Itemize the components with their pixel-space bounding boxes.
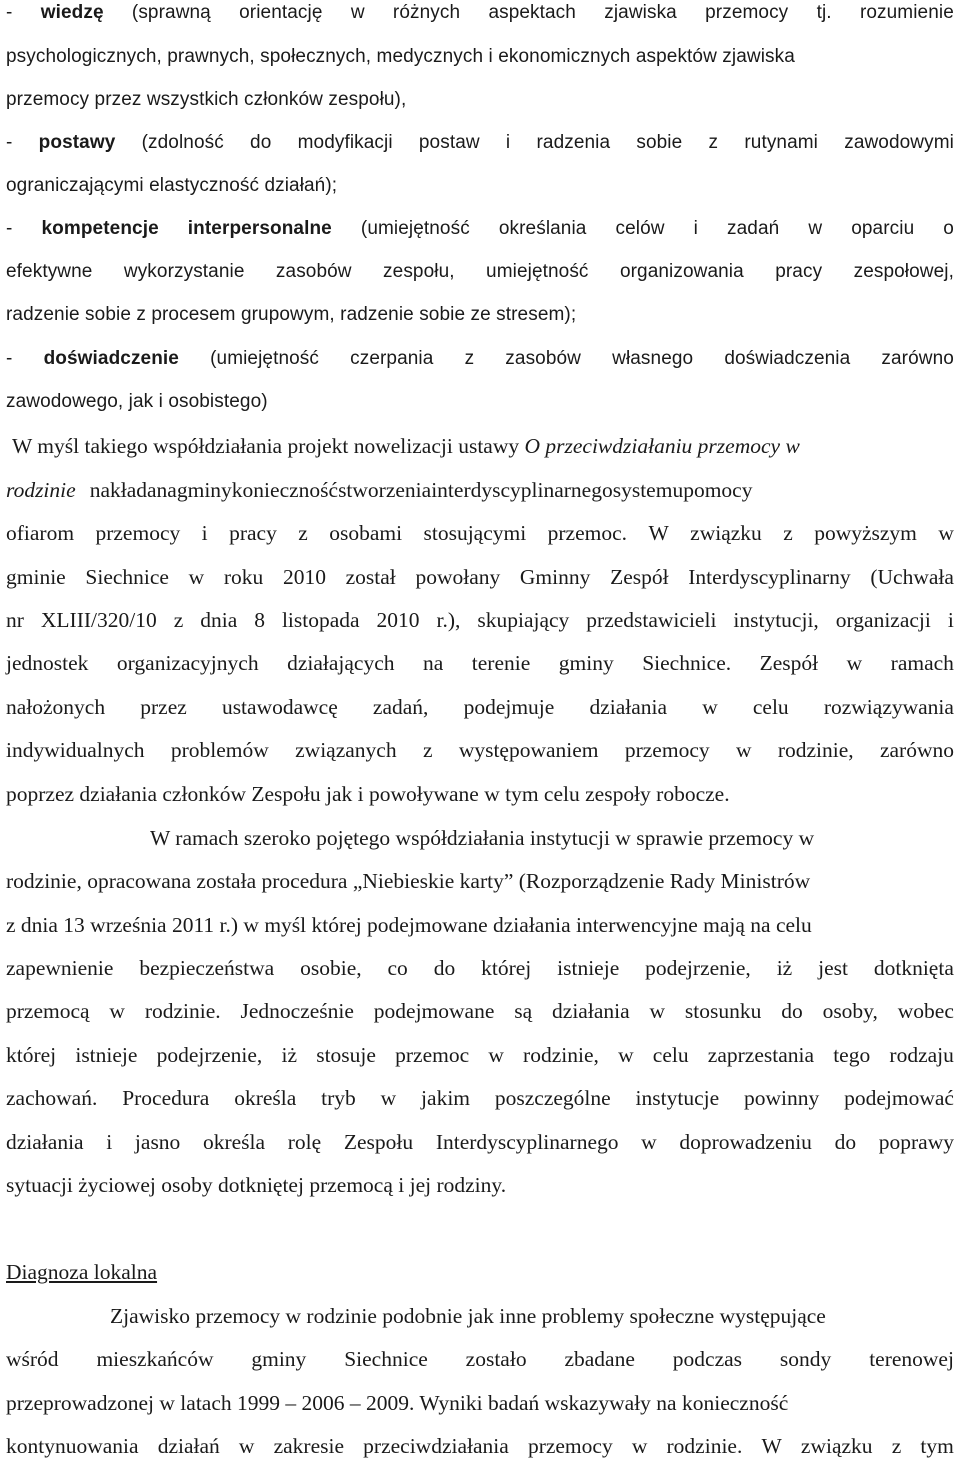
word: zachowań. (6, 1086, 98, 1110)
word: w (109, 999, 125, 1023)
word: rodzinie, (523, 1043, 599, 1067)
word: iż (281, 1043, 298, 1067)
word: tryb (321, 1086, 356, 1110)
word: różnych (392, 2, 461, 23)
para1-line-1 (12, 433, 954, 459)
word: zespołowej, (853, 261, 954, 282)
word: terenowej (869, 1347, 954, 1371)
word: przemocą (6, 999, 90, 1023)
para2-line-4 (6, 955, 954, 981)
para3-line-3: przeprowadzonej w latach 1999 – 2006 – 2009. Wyniki badań wskazywały na konieczność (6, 1391, 789, 1415)
word: rutynami (744, 132, 818, 153)
word: interdyscyplinarnego (431, 478, 613, 502)
word: indywidualnych (6, 738, 145, 762)
para1-line-2-rest (90, 477, 954, 503)
para1-line-7 (6, 694, 954, 720)
para2-line-1-text: W ramach szeroko pojętego współdziałania instytucji w sprawie przemocy w (150, 826, 815, 850)
word: - (6, 2, 13, 23)
word: stosunku (684, 999, 762, 1023)
word: czerpania (350, 348, 434, 369)
word: systemu (612, 478, 684, 502)
word: 8 (254, 608, 265, 632)
word: gminie (6, 565, 66, 589)
word: z (464, 348, 475, 369)
word: organizacyjnych (116, 651, 259, 675)
word: w (380, 1086, 397, 1110)
word: zawodowymi (844, 132, 954, 153)
word: zasobów (505, 348, 581, 369)
para3-line-4 (6, 1433, 954, 1459)
word: W (648, 521, 669, 545)
word: której (481, 956, 532, 980)
word: Zespołu (343, 1130, 414, 1154)
word: celu (752, 695, 789, 719)
para2-line-6 (6, 1042, 954, 1068)
word: instytucji, (733, 608, 819, 632)
word: jakim (421, 1086, 471, 1110)
word: sondy (779, 1347, 832, 1371)
word: w (350, 2, 365, 23)
word: związku (800, 1434, 873, 1458)
word: powinny (744, 1086, 820, 1110)
word: skupiający (477, 608, 570, 632)
word: został (345, 565, 396, 589)
para1-line-2 (6, 477, 954, 503)
word: istnieje (75, 1043, 138, 1067)
word: przemoc. (547, 521, 628, 545)
word: Siechnice (85, 565, 169, 589)
word: Jednocześnie (240, 999, 354, 1023)
word: zadań, (372, 695, 429, 719)
word: działających (287, 651, 395, 675)
word: w (641, 1130, 657, 1154)
para2-line-2: rodzinie, opracowana została procedura „Niebieskie karty” (Rozporządzenie Rady Ministrów (6, 869, 811, 893)
word: w (238, 1434, 255, 1458)
word: i (693, 218, 698, 239)
word: i (106, 1130, 113, 1154)
word: radzenia (536, 132, 611, 153)
word: celów (615, 218, 665, 239)
word: zarówno (879, 738, 954, 762)
word: przemocy (705, 2, 789, 23)
list-item-kompetencje-line-1 (6, 216, 954, 242)
word: o (943, 218, 954, 239)
word: Siechnice. (642, 651, 732, 675)
word: zostało (465, 1347, 527, 1371)
section-heading: Diagnoza lokalna (6, 1260, 158, 1284)
word: istnieje (557, 956, 620, 980)
para1-line-9: poprzez działania członków Zespołu jak i powoływane w tym celu zespoły robocze. (6, 782, 730, 806)
word: określa (234, 1086, 297, 1110)
word: - (6, 348, 13, 369)
word: podejmować (844, 1086, 954, 1110)
word: jasno (134, 1130, 181, 1154)
word: osoby, (822, 999, 878, 1023)
word: listopada (281, 608, 360, 632)
word: określa (202, 1130, 266, 1154)
word: nałożonych (6, 695, 106, 719)
list-item-wiedza-line-1 (6, 0, 954, 26)
word: jednostek (6, 651, 89, 675)
word: roku (223, 565, 264, 589)
word: zarówno (881, 348, 954, 369)
word: postaw (418, 132, 480, 153)
word: z (708, 132, 719, 153)
word: w (702, 695, 718, 719)
para2-line-1 (150, 825, 954, 851)
word: własnego (612, 348, 694, 369)
word: wśród (6, 1347, 59, 1371)
para3-line-2 (6, 1346, 954, 1372)
word: przeciwdziałania (363, 1434, 509, 1458)
list-item-kompetencje-line-3: radzenie sobie z procesem grupowym, radzenie sobie ze stresem); (6, 304, 577, 325)
word: osobami (329, 521, 403, 545)
word: związanych (295, 738, 397, 762)
word: umiejętność (486, 261, 589, 282)
word: aspektach (488, 2, 576, 23)
word: przez (140, 695, 187, 719)
word: organizacji (835, 608, 931, 632)
word: poprawy (878, 1130, 954, 1154)
word: rodzaju (889, 1043, 954, 1067)
word: tego (833, 1043, 871, 1067)
word: r.), (436, 608, 461, 632)
word: 2010 (376, 608, 420, 632)
word: pomocy (683, 478, 753, 502)
word: z (298, 521, 308, 545)
word: stworzenia (338, 478, 432, 502)
para1-line-3 (6, 520, 954, 546)
word: podejrzenie, (645, 956, 751, 980)
word: (sprawną (131, 2, 211, 23)
word: zaprzestania (707, 1043, 815, 1067)
word: w (808, 218, 823, 239)
word: osobie, (300, 956, 362, 980)
para1-line-4 (6, 564, 954, 590)
word: interpersonalne (187, 218, 332, 239)
word: sobie (636, 132, 683, 153)
word: ustawodawcę (221, 695, 338, 719)
para2-line-3: z dnia 13 września 2011 r.) w myśl której podejmowane działania interwencyjne mają na celu (6, 913, 812, 937)
word: celu (652, 1043, 689, 1067)
word: (umiejętność (360, 218, 470, 239)
word: wiedzę (40, 2, 104, 23)
word: z (891, 1434, 902, 1458)
word: podczas (672, 1347, 743, 1371)
word: orientację (239, 2, 323, 23)
word: modyfikacji (297, 132, 393, 153)
word: gminy (558, 651, 614, 675)
word: z (783, 521, 793, 545)
word: rodzinie. (144, 999, 221, 1023)
word: mieszkańców (96, 1347, 214, 1371)
word: bezpieczeństwa (139, 956, 275, 980)
word: Siechnice (344, 1347, 428, 1371)
word: Interdyscyplinarnego (435, 1130, 619, 1154)
word: podejmowane (373, 999, 495, 1023)
word: podejrzenie, (156, 1043, 263, 1067)
word: rolę (287, 1130, 322, 1154)
word: XLIII/320/10 (40, 608, 157, 632)
para3-line-1: Zjawisko przemocy w rodzinie podobnie jak inne problemy społeczne występujące (110, 1304, 826, 1328)
word: do (250, 132, 272, 153)
word: i (201, 521, 208, 545)
word: z (173, 608, 184, 632)
word: konieczność (231, 478, 339, 502)
word: wykorzystanie (123, 261, 245, 282)
list-item-kompetencje-line-2 (6, 259, 954, 285)
word: rozumienie (859, 2, 954, 23)
word: przemoc (395, 1043, 470, 1067)
word: Zespół (759, 651, 819, 675)
word: jest (818, 956, 848, 980)
word: postawy (38, 132, 116, 153)
word: tj. (816, 2, 832, 23)
word: ofiarom (6, 521, 75, 545)
word: działania (6, 1130, 84, 1154)
para2-line-5 (6, 998, 954, 1024)
word: w (938, 521, 954, 545)
word: i (505, 132, 511, 153)
word: do (834, 1130, 857, 1154)
word: kontynuowania (6, 1434, 139, 1458)
word: w (631, 1434, 648, 1458)
word: z (422, 738, 433, 762)
word: występowaniem (458, 738, 599, 762)
word: podejmuje (463, 695, 555, 719)
word: - (6, 132, 13, 153)
word: w (618, 1043, 634, 1067)
word: w (649, 999, 666, 1023)
word: wobec (897, 999, 954, 1023)
word: związku (690, 521, 762, 545)
word: do (781, 999, 803, 1023)
word: 2010 (282, 565, 326, 589)
word: nr (6, 608, 24, 632)
word: efektywne (6, 261, 93, 282)
word: której (6, 1043, 57, 1067)
word: stosującymi (423, 521, 527, 545)
word: terenie (471, 651, 531, 675)
para1-line-6 (6, 650, 954, 676)
list-item-wiedza-line-3: przemocy przez wszystkich członków zespołu), (6, 89, 407, 110)
word: działań (157, 1434, 220, 1458)
para2-line-8 (6, 1129, 954, 1155)
word: zbadane (564, 1347, 635, 1371)
word: przemocy (527, 1434, 613, 1458)
word: W (761, 1434, 782, 1458)
word: problemów (170, 738, 269, 762)
word: doświadczenia (724, 348, 851, 369)
word: poszczególne (494, 1086, 611, 1110)
word: co (387, 956, 408, 980)
para2-line-9: sytuacji życiowej osoby dotkniętej przemocą i jej rodziny. (6, 1173, 507, 1197)
word: dnia (200, 608, 238, 632)
word: Procedura (122, 1086, 210, 1110)
list-item-postawy-line-1 (6, 130, 954, 156)
word: rodzinie, (777, 738, 854, 762)
list-item-doswiadczenie-line-2: zawodowego, jak i osobistego) (6, 391, 268, 412)
word: przemocy (624, 738, 710, 762)
word: rozwiązywania (823, 695, 954, 719)
word: tym (920, 1434, 954, 1458)
word: (zdolność (141, 132, 224, 153)
law-title-italic-cont: rodzinie (6, 478, 76, 502)
word: - (6, 218, 13, 239)
word: w (488, 1043, 504, 1067)
word: doświadczenie (43, 348, 179, 369)
word: zakresie (273, 1434, 345, 1458)
word: instytucje (635, 1086, 720, 1110)
word: pracy (775, 261, 823, 282)
word: przemocy (95, 521, 181, 545)
word: i (947, 608, 954, 632)
word: działania (552, 999, 630, 1023)
word: ramach (890, 651, 954, 675)
word: Zespół (610, 565, 669, 589)
word: w (188, 565, 205, 589)
list-item-doswiadczenie-line-1 (6, 346, 954, 372)
word: są (514, 999, 533, 1023)
word: powyższym (814, 521, 917, 545)
para1-line-5 (6, 607, 954, 633)
word: pracy (229, 521, 277, 545)
word: powołany (415, 565, 501, 589)
word: gminy (251, 1347, 307, 1371)
word: Gminny (519, 565, 591, 589)
word: w (846, 651, 863, 675)
word: (umiejętność (210, 348, 320, 369)
word: zapewnienie (6, 956, 114, 980)
word: iż (776, 956, 793, 980)
word: zadań (727, 218, 780, 239)
word: na (422, 651, 444, 675)
list-item-wiedza-line-2: psychologicznych, prawnych, społecznych, medycznych i ekonomicznych aspektów zjawiska (6, 46, 795, 67)
word: gminy (176, 478, 232, 502)
word: przedstawicieli (586, 608, 717, 632)
word: określania (498, 218, 587, 239)
word: zjawiska (604, 2, 677, 23)
word: rodzinie. (666, 1434, 743, 1458)
word: do (433, 956, 456, 980)
law-title-italic: O przeciwdziałaniu przemocy w (524, 434, 800, 458)
word: doprowadzeniu (679, 1130, 812, 1154)
list-item-postawy-line-2: ograniczającymi elastyczność działań); (6, 175, 338, 196)
word: organizowania (619, 261, 744, 282)
word: zespołu, (383, 261, 455, 282)
para2-line-7 (6, 1085, 954, 1111)
word: dotknięta (873, 956, 954, 980)
word: na (156, 478, 177, 502)
word: oparciu (851, 218, 915, 239)
word: nakłada (89, 478, 157, 502)
para1-line-8 (6, 737, 954, 763)
word: Interdyscyplinarny (688, 565, 851, 589)
word: kompetencje (41, 218, 159, 239)
word: działania (589, 695, 668, 719)
word: (Uchwała (870, 565, 954, 589)
word: stosuje (316, 1043, 376, 1067)
word: zasobów (275, 261, 352, 282)
word: w (735, 738, 752, 762)
para1-text: W myśl takiego współdziałania projekt nowelizacji ustawy (12, 434, 525, 458)
